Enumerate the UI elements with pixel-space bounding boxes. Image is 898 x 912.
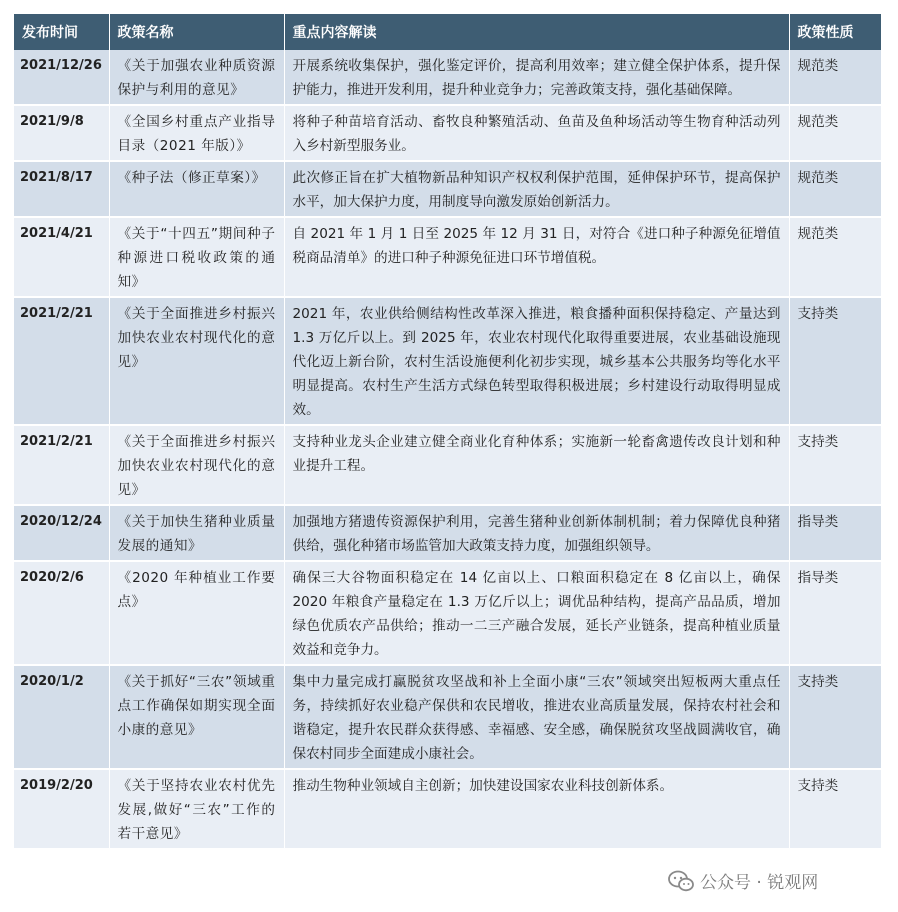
- table-row: [14, 769, 881, 849]
- cell-content: 开展系统收集保护，强化鉴定评价，提高利用效率；建立健全保护体系，提升保护能力，推进开发利用，提升种业竞争力；完善政策支持，强化基础保障。: [284, 50, 789, 105]
- policy-table: [14, 14, 881, 850]
- cell-policy-name: 《关于加快生猪种业质量发展的通知》: [109, 505, 284, 561]
- cell-date: 2021/8/17: [14, 161, 109, 217]
- table-row: [14, 217, 881, 297]
- cell-date: 2021/2/21: [14, 297, 109, 425]
- cell-policy-name: 《关于坚持农业农村优先发展,做好“三农”工作的若干意见》: [109, 769, 284, 849]
- cell-date: 2020/2/6: [14, 561, 109, 665]
- wechat-icon: [668, 870, 694, 892]
- cell-policy-type: 规范类: [789, 105, 881, 161]
- table-header-row: [14, 14, 881, 50]
- cell-policy-type: 支持类: [789, 297, 881, 425]
- cell-content: 将种子种苗培育活动、畜牧良种繁殖活动、鱼苗及鱼种场活动等生物育种活动列入乡村新型服务业。: [284, 105, 789, 161]
- cell-content: 推动生物种业领域自主创新；加快建设国家农业科技创新体系。: [284, 769, 789, 849]
- table-row: [14, 50, 881, 105]
- cell-policy-type: 指导类: [789, 561, 881, 665]
- cell-policy-type: 支持类: [789, 425, 881, 505]
- cell-date: 2021/12/26: [14, 50, 109, 105]
- cell-date: 2020/12/24: [14, 505, 109, 561]
- cell-policy-type: 规范类: [789, 50, 881, 105]
- header-content: 重点内容解读: [284, 14, 789, 50]
- table-row: [14, 105, 881, 161]
- cell-policy-type: 支持类: [789, 665, 881, 769]
- header-policy-name: 政策名称: [109, 14, 284, 50]
- cell-policy-type: 规范类: [789, 217, 881, 297]
- cell-policy-type: 规范类: [789, 161, 881, 217]
- cell-policy-name: 《2020 年种植业工作要点》: [109, 561, 284, 665]
- cell-date: 2021/4/21: [14, 217, 109, 297]
- table-row: [14, 161, 881, 217]
- header-date: 发布时间: [14, 14, 109, 50]
- cell-content: 支持种业龙头企业建立健全商业化育种体系；实施新一轮畜禽遗传改良计划和种业提升工程。: [284, 425, 789, 505]
- cell-policy-name: 《关于加强农业种质资源保护与利用的意见》: [109, 50, 284, 105]
- cell-policy-name: 《种子法（修正草案）》: [109, 161, 284, 217]
- cell-content: 自 2021 年 1 月 1 日至 2025 年 12 月 31 日，对符合《进口种子种源免征增值税商品清单》的进口种子种源免征进口环节增值税。: [284, 217, 789, 297]
- table-row: [14, 297, 881, 425]
- table-row: [14, 425, 881, 505]
- cell-policy-type: 指导类: [789, 505, 881, 561]
- cell-content: 加强地方猪遗传资源保护利用，完善生猪种业创新体制机制；着力保障优良种猪供给，强化种猪市场监管加大政策支持力度，加强组织领导。: [284, 505, 789, 561]
- cell-date: 2019/2/20: [14, 769, 109, 849]
- cell-date: 2021/9/8: [14, 105, 109, 161]
- cell-content: 集中力量完成打赢脱贫攻坚战和补上全面小康“三农”领域突出短板两大重点任务，持续抓好农业稳产保供和农民增收，推进农业高质量发展，保持农村社会和谐稳定，提升农民群众获得感、幸福感、安全感，确保脱贫攻坚战圆满收官，确保农村同步全面建成小康社会。: [284, 665, 789, 769]
- cell-policy-name: 《关于全面推进乡村振兴加快农业农村现代化的意见》: [109, 297, 284, 425]
- header-policy-type: 政策性质: [789, 14, 881, 50]
- cell-policy-name: 《关于抓好“三农”领域重点工作确保如期实现全面小康的意见》: [109, 665, 284, 769]
- watermark: [668, 868, 818, 893]
- watermark-text: 公众号 · 锐观网: [700, 873, 819, 893]
- table-row: [14, 561, 881, 665]
- table-row: [14, 505, 881, 561]
- cell-content: 确保三大谷物面积稳定在 14 亿亩以上、口粮面积稳定在 8 亿亩以上，确保 2020 年粮食产量稳定在 1.3 万亿斤以上；调优品种结构，提高产品品质，增加绿色优质农产品供给；推动一二三产融合发展，延长产业链条，提高种植业质量效益和竞争力。: [284, 561, 789, 665]
- cell-policy-type: 支持类: [789, 769, 881, 849]
- cell-content: 此次修正旨在扩大植物新品种知识产权权利保护范围，延伸保护环节，提高保护水平，加大保护力度，用制度导向激发原始创新活力。: [284, 161, 789, 217]
- cell-policy-name: 《关于“十四五”期间种子种源进口税收政策的通知》: [109, 217, 284, 297]
- cell-content: 2021 年，农业供给侧结构性改革深入推进，粮食播种面积保持稳定、产量达到 1.3 万亿斤以上。到 2025 年，农业农村现代化取得重要进展，农业基础设施现代化迈上新台阶，农村生活设施便利化初步实现，城乡基本公共服务均等化水平明显提高。农村生产生活方式绿色转型取得积极进展；乡村建设行动取得明显成效。: [284, 297, 789, 425]
- table-row: [14, 665, 881, 769]
- cell-policy-name: 《关于全面推进乡村振兴加快农业农村现代化的意见》: [109, 425, 284, 505]
- cell-date: 2020/1/2: [14, 665, 109, 769]
- policy-table-container: [14, 14, 881, 850]
- cell-policy-name: 《全国乡村重点产业指导目录（2021 年版）》: [109, 105, 284, 161]
- cell-date: 2021/2/21: [14, 425, 109, 505]
